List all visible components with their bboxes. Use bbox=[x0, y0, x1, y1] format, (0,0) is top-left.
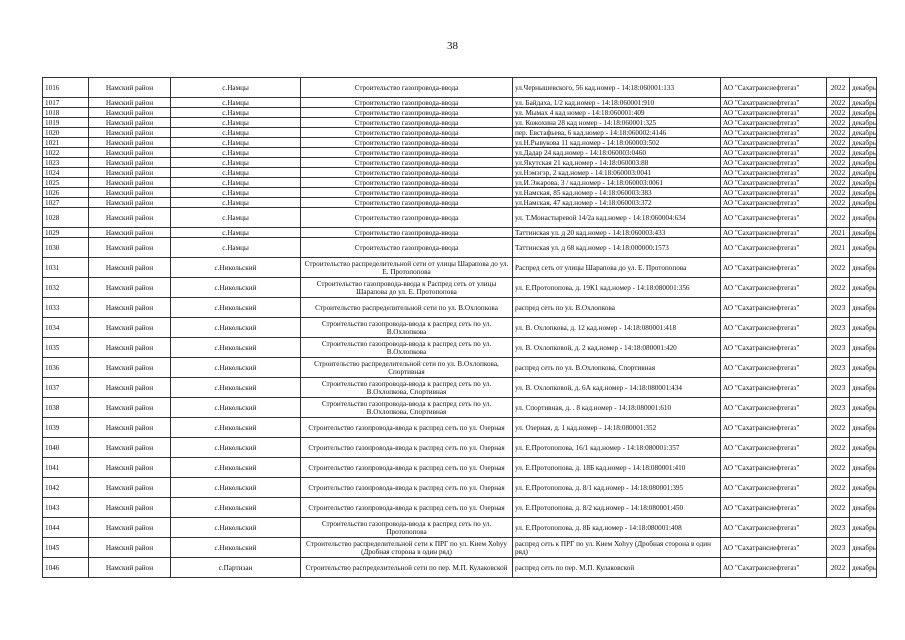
cell-record-number: 1028 bbox=[43, 208, 89, 228]
cell-organization: АО "Сахатранснефтегаз" bbox=[721, 398, 827, 418]
cell-locality: с.Намцы bbox=[171, 128, 301, 138]
cell-month: декабрь bbox=[850, 128, 877, 138]
cell-record-number: 1025 bbox=[43, 178, 89, 188]
cell-organization: АО "Сахатранснефтегаз" bbox=[721, 158, 827, 168]
cell-record-number: 1023 bbox=[43, 158, 89, 168]
cell-address: ул. В. Охлопковой, д. 2 кад.номер - 14:18:080001:420 bbox=[513, 338, 721, 358]
cell-year: 2022 bbox=[827, 108, 850, 118]
cell-record-number: 1032 bbox=[43, 278, 89, 298]
cell-organization: АО "Сахатранснефтегаз" bbox=[721, 98, 827, 108]
cell-year: 2022 bbox=[827, 98, 850, 108]
cell-month: декабрь bbox=[850, 438, 877, 458]
cell-record-number: 1036 bbox=[43, 358, 89, 378]
cell-address: ул. Озерная, д. 1 кад.номер - 14:18:080001:352 bbox=[513, 418, 721, 438]
cell-district: Намский район bbox=[89, 138, 171, 148]
cell-month: декабрь bbox=[850, 148, 877, 158]
cell-year: 2022 bbox=[827, 158, 850, 168]
table-row bbox=[43, 148, 877, 158]
cell-address: Таттинская ул. д 20 кад.номер - 14:18:060003:433 bbox=[513, 228, 721, 238]
cell-work-description: Строительство газопровода-ввода bbox=[301, 208, 513, 228]
cell-address: ул.Намская, 85 кад.номер - 14:18:060003:383 bbox=[513, 188, 721, 198]
cell-record-number: 1021 bbox=[43, 138, 89, 148]
cell-month: декабрь bbox=[850, 278, 877, 298]
cell-organization: АО "Сахатранснефтегаз" bbox=[721, 128, 827, 138]
gas-pipeline-registry-table bbox=[42, 77, 877, 578]
table-row bbox=[43, 78, 877, 98]
cell-organization: АО "Сахатранснефтегаз" bbox=[721, 148, 827, 158]
table-row bbox=[43, 478, 877, 498]
table-row bbox=[43, 318, 877, 338]
cell-record-number: 1017 bbox=[43, 98, 89, 108]
cell-district: Намский район bbox=[89, 278, 171, 298]
cell-month: декабрь bbox=[850, 378, 877, 398]
cell-month: декабрь bbox=[850, 558, 877, 578]
cell-year: 2023 bbox=[827, 398, 850, 418]
cell-month: декабрь bbox=[850, 208, 877, 228]
cell-locality: с.Намцы bbox=[171, 78, 301, 98]
cell-year: 2023 bbox=[827, 338, 850, 358]
table-row bbox=[43, 298, 877, 318]
cell-address: ул.Дадар 24 кад.номер - 14:18:060003:0460 bbox=[513, 148, 721, 158]
cell-address: ул. Е.Протопопова, д. 18Б кад.номер - 14:18:080001:410 bbox=[513, 458, 721, 478]
cell-year: 2023 bbox=[827, 378, 850, 398]
cell-work-description: Строительство газопровода-ввода к распред сеть по ул. Озерная bbox=[301, 458, 513, 478]
cell-work-description: Строительство газопровода-ввода к распред сеть по ул. Протопопова bbox=[301, 518, 513, 538]
cell-month: декабрь bbox=[850, 258, 877, 278]
cell-locality: с.Никольский bbox=[171, 338, 301, 358]
cell-locality: с.Намцы bbox=[171, 238, 301, 258]
cell-work-description: Строительство газопровода-ввода bbox=[301, 168, 513, 178]
cell-locality: с.Никольский bbox=[171, 278, 301, 298]
cell-address: ул. Е.Протопопова, д. 19К1 кад.номер - 14:18:080001:356 bbox=[513, 278, 721, 298]
cell-district: Намский район bbox=[89, 128, 171, 138]
cell-district: Намский район bbox=[89, 208, 171, 228]
cell-district: Намский район bbox=[89, 118, 171, 128]
cell-record-number: 1027 bbox=[43, 198, 89, 208]
cell-address: ул. Е.Протопопова, д. 8Б кад.номер - 14:18:080001:408 bbox=[513, 518, 721, 538]
cell-month: декабрь bbox=[850, 158, 877, 168]
cell-year: 2022 bbox=[827, 438, 850, 458]
cell-year: 2022 bbox=[827, 198, 850, 208]
cell-district: Намский район bbox=[89, 168, 171, 178]
cell-district: Намский район bbox=[89, 148, 171, 158]
cell-organization: АО "Сахатранснефтегаз" bbox=[721, 438, 827, 458]
cell-work-description: Строительство газопровода-ввода bbox=[301, 158, 513, 168]
cell-organization: АО "Сахатранснефтегаз" bbox=[721, 478, 827, 498]
cell-month: декабрь bbox=[850, 78, 877, 98]
cell-work-description: Строительство газопровода-ввода bbox=[301, 228, 513, 238]
cell-year: 2022 bbox=[827, 118, 850, 128]
cell-year: 2023 bbox=[827, 358, 850, 378]
cell-work-description: Строительство газопровода-ввода к Распред сеть от улицы Шарапова до ул. Е. Протопопова bbox=[301, 278, 513, 298]
cell-month: декабрь bbox=[850, 298, 877, 318]
cell-organization: АО "Сахатранснефтегаз" bbox=[721, 78, 827, 98]
cell-district: Намский район bbox=[89, 238, 171, 258]
cell-year: 2022 bbox=[827, 458, 850, 478]
cell-district: Намский район bbox=[89, 188, 171, 198]
cell-address: ул. Мымах 4 кад номер - 14:18:060001:409 bbox=[513, 108, 721, 118]
page-number: 38 bbox=[447, 40, 458, 52]
cell-locality: с.Никольский bbox=[171, 438, 301, 458]
cell-district: Намский район bbox=[89, 518, 171, 538]
table-row bbox=[43, 458, 877, 478]
cell-address: ул. Е.Протопопова, д. 8/2 кад.номер - 14:18:080001:450 bbox=[513, 498, 721, 518]
cell-record-number: 1020 bbox=[43, 128, 89, 138]
cell-district: Намский район bbox=[89, 198, 171, 208]
table-row bbox=[43, 538, 877, 558]
cell-record-number: 1038 bbox=[43, 398, 89, 418]
cell-district: Намский район bbox=[89, 438, 171, 458]
cell-organization: АО "Сахатранснефтегаз" bbox=[721, 338, 827, 358]
cell-year: 2023 bbox=[827, 318, 850, 338]
cell-work-description: Строительство газопровода-ввода к распред сеть по ул. В.Охлопкова bbox=[301, 338, 513, 358]
table-row bbox=[43, 398, 877, 418]
cell-address: ул.Чернышевского, 56 кад.номер - 14:18:060001:133 bbox=[513, 78, 721, 98]
cell-record-number: 1043 bbox=[43, 498, 89, 518]
cell-organization: АО "Сахатранснефтегаз" bbox=[721, 498, 827, 518]
table-row bbox=[43, 258, 877, 278]
cell-district: Намский район bbox=[89, 178, 171, 188]
cell-organization: АО "Сахатранснефтегаз" bbox=[721, 378, 827, 398]
cell-work-description: Строительство газопровода-ввода bbox=[301, 128, 513, 138]
cell-month: декабрь bbox=[850, 518, 877, 538]
cell-organization: АО "Сахатранснефтегаз" bbox=[721, 228, 827, 238]
cell-work-description: Строительство газопровода-ввода к распред сеть по ул. В.Охлопкова bbox=[301, 318, 513, 338]
cell-record-number: 1016 bbox=[43, 78, 89, 98]
cell-month: декабрь bbox=[850, 138, 877, 148]
cell-district: Намский район bbox=[89, 98, 171, 108]
cell-month: декабрь bbox=[850, 98, 877, 108]
cell-locality: с.Намцы bbox=[171, 178, 301, 188]
cell-month: декабрь bbox=[850, 238, 877, 258]
cell-district: Намский район bbox=[89, 478, 171, 498]
cell-work-description: Строительство газопровода-ввода к распред сеть по ул. В.Охлопкова, Спортивная bbox=[301, 378, 513, 398]
cell-locality: с.Намцы bbox=[171, 118, 301, 128]
cell-month: декабрь bbox=[850, 498, 877, 518]
cell-year: 2022 bbox=[827, 188, 850, 198]
cell-locality: с.Никольский bbox=[171, 398, 301, 418]
cell-month: декабрь bbox=[850, 198, 877, 208]
cell-year: 2022 bbox=[827, 128, 850, 138]
cell-record-number: 1041 bbox=[43, 458, 89, 478]
cell-record-number: 1031 bbox=[43, 258, 89, 278]
cell-address: ул. Кожохина 28 кад номер - 14:18:060001:325 bbox=[513, 118, 721, 128]
cell-organization: АО "Сахатранснефтегаз" bbox=[721, 538, 827, 558]
cell-month: декабрь bbox=[850, 538, 877, 558]
cell-year: 2022 bbox=[827, 418, 850, 438]
cell-month: декабрь bbox=[850, 228, 877, 238]
cell-organization: АО "Сахатранснефтегаз" bbox=[721, 168, 827, 178]
table-row bbox=[43, 138, 877, 148]
cell-year: 2022 bbox=[827, 278, 850, 298]
table-row bbox=[43, 168, 877, 178]
cell-work-description: Строительство газопровода-ввода bbox=[301, 238, 513, 258]
table-row bbox=[43, 98, 877, 108]
cell-work-description: Строительство газопровода-ввода bbox=[301, 98, 513, 108]
cell-month: декабрь bbox=[850, 178, 877, 188]
cell-month: декабрь bbox=[850, 318, 877, 338]
cell-work-description: Строительство газопровода-ввода bbox=[301, 148, 513, 158]
cell-work-description: Строительство газопровода-ввода к распред сеть по ул. Озерная bbox=[301, 438, 513, 458]
cell-address: распред сеть по ул. В.Охлопкова bbox=[513, 298, 721, 318]
cell-work-description: Строительство газопровода-ввода bbox=[301, 138, 513, 148]
cell-work-description: Строительство газопровода-ввода к распред сеть по ул. Озерная bbox=[301, 498, 513, 518]
cell-locality: с.Партизан bbox=[171, 558, 301, 578]
cell-record-number: 1040 bbox=[43, 438, 89, 458]
table-row bbox=[43, 118, 877, 128]
cell-district: Намский район bbox=[89, 398, 171, 418]
cell-address: распред сеть по пер. М.П. Кулаковской bbox=[513, 558, 721, 578]
cell-organization: АО "Сахатранснефтегаз" bbox=[721, 298, 827, 318]
cell-month: декабрь bbox=[850, 358, 877, 378]
cell-locality: с.Никольский bbox=[171, 498, 301, 518]
cell-organization: АО "Сахатранснефтегаз" bbox=[721, 518, 827, 538]
cell-work-description: Строительство распределительной сети по ул. В.Охлопкова, Спортивная bbox=[301, 358, 513, 378]
cell-month: декабрь bbox=[850, 418, 877, 438]
cell-address: распред сеть по ул. В.Охлопкова, Спортивная bbox=[513, 358, 721, 378]
cell-district: Намский район bbox=[89, 258, 171, 278]
cell-address: ул. В. Охлопковой, д. 6А кад.номер - 14:18:080001:434 bbox=[513, 378, 721, 398]
cell-organization: АО "Сахатранснефтегаз" bbox=[721, 188, 827, 198]
table-row bbox=[43, 338, 877, 358]
cell-year: 2022 bbox=[827, 148, 850, 158]
cell-address: ул. Спортивная, д. . 8 кад.номер - 14:18:080001:610 bbox=[513, 398, 721, 418]
cell-organization: АО "Сахатранснефтегаз" bbox=[721, 278, 827, 298]
cell-organization: АО "Сахатранснефтегаз" bbox=[721, 178, 827, 188]
cell-district: Намский район bbox=[89, 358, 171, 378]
cell-locality: с.Никольский bbox=[171, 378, 301, 398]
cell-year: 2021 bbox=[827, 228, 850, 238]
table-row bbox=[43, 378, 877, 398]
cell-year: 2021 bbox=[827, 238, 850, 258]
cell-month: декабрь bbox=[850, 398, 877, 418]
cell-month: декабрь bbox=[850, 188, 877, 198]
cell-organization: АО "Сахатранснефтегаз" bbox=[721, 198, 827, 208]
cell-record-number: 1024 bbox=[43, 168, 89, 178]
table-row bbox=[43, 558, 877, 578]
cell-work-description: Строительство распределительной сети по пер. М.П. Кулаковской bbox=[301, 558, 513, 578]
cell-locality: с.Никольский bbox=[171, 418, 301, 438]
cell-address: Распред сеть от улицы Шарапова до ул. Е. Протопопова bbox=[513, 258, 721, 278]
cell-district: Намский район bbox=[89, 558, 171, 578]
cell-organization: АО "Сахатранснефтегаз" bbox=[721, 208, 827, 228]
cell-work-description: Строительство газопровода-ввода bbox=[301, 108, 513, 118]
cell-month: декабрь bbox=[850, 118, 877, 128]
cell-locality: с.Никольский bbox=[171, 318, 301, 338]
cell-work-description: Строительство газопровода-ввода к распред сеть по ул. В.Охлопкова, Спортивная bbox=[301, 398, 513, 418]
cell-district: Намский район bbox=[89, 108, 171, 118]
cell-year: 2022 bbox=[827, 478, 850, 498]
cell-work-description: Строительство газопровода-ввода bbox=[301, 188, 513, 198]
cell-district: Намский район bbox=[89, 338, 171, 358]
table-row bbox=[43, 238, 877, 258]
cell-locality: с.Намцы bbox=[171, 168, 301, 178]
cell-month: декабрь bbox=[850, 338, 877, 358]
cell-address: пер. Евстафьева, 6 кад.номер - 14:18:060002:4146 bbox=[513, 128, 721, 138]
cell-work-description: Строительство распределительной сети к ПРГ по ул. Кием Хоhуу (Дробная сторона в один ряд) bbox=[301, 538, 513, 558]
cell-district: Намский район bbox=[89, 78, 171, 98]
cell-record-number: 1034 bbox=[43, 318, 89, 338]
cell-district: Намский район bbox=[89, 418, 171, 438]
cell-district: Намский район bbox=[89, 158, 171, 168]
cell-locality: с.Никольский bbox=[171, 298, 301, 318]
cell-address: ул.И.Эжарова, 3 / кад.номер - 14:18:060003:0061 bbox=[513, 178, 721, 188]
cell-district: Намский район bbox=[89, 318, 171, 338]
cell-address: ул.Намская, 47 кад.номер - 14:18:060003:372 bbox=[513, 198, 721, 208]
cell-record-number: 1035 bbox=[43, 338, 89, 358]
cell-organization: АО "Сахатранснефтегаз" bbox=[721, 118, 827, 128]
cell-organization: АО "Сахатранснефтегаз" bbox=[721, 238, 827, 258]
cell-locality: с.Намцы bbox=[171, 158, 301, 168]
cell-record-number: 1030 bbox=[43, 238, 89, 258]
cell-record-number: 1039 bbox=[43, 418, 89, 438]
cell-district: Намский район bbox=[89, 498, 171, 518]
cell-locality: с.Никольский bbox=[171, 538, 301, 558]
cell-record-number: 1042 bbox=[43, 478, 89, 498]
cell-record-number: 1022 bbox=[43, 148, 89, 158]
table-row bbox=[43, 128, 877, 138]
cell-organization: АО "Сахатранснефтегаз" bbox=[721, 138, 827, 148]
cell-locality: с.Никольский bbox=[171, 358, 301, 378]
cell-record-number: 1018 bbox=[43, 108, 89, 118]
cell-work-description: Строительство газопровода-ввода bbox=[301, 118, 513, 128]
cell-record-number: 1045 bbox=[43, 538, 89, 558]
cell-month: декабрь bbox=[850, 168, 877, 178]
cell-work-description: Строительство газопровода-ввода bbox=[301, 78, 513, 98]
cell-locality: с.Никольский bbox=[171, 518, 301, 538]
table-row bbox=[43, 498, 877, 518]
cell-year: 2023 bbox=[827, 538, 850, 558]
table-row bbox=[43, 418, 877, 438]
cell-address: ул. Байдаха, 1/2 кад.номер - 14:18:060001:910 bbox=[513, 98, 721, 108]
cell-district: Намский район bbox=[89, 378, 171, 398]
cell-record-number: 1033 bbox=[43, 298, 89, 318]
registry-body bbox=[43, 78, 877, 578]
cell-address: ул.Н.Рывукова 11 кад.номер - 14:18:060003:502 bbox=[513, 138, 721, 148]
cell-address: распред сеть к ПРГ по ул. Кием Хоhуу (Дробная сторона в один ряд) bbox=[513, 538, 721, 558]
table-row bbox=[43, 178, 877, 188]
cell-locality: с.Намцы bbox=[171, 98, 301, 108]
table-row bbox=[43, 358, 877, 378]
cell-organization: АО "Сахатранснефтегаз" bbox=[721, 418, 827, 438]
cell-address: ул. Е.Протопопова, д. 8/1 кад.номер - 14:18:080001:395 bbox=[513, 478, 721, 498]
table-row bbox=[43, 198, 877, 208]
cell-year: 2022 bbox=[827, 168, 850, 178]
cell-organization: АО "Сахатранснефтегаз" bbox=[721, 318, 827, 338]
table-row bbox=[43, 208, 877, 228]
cell-record-number: 1044 bbox=[43, 518, 89, 538]
cell-address: ул. В. Охлопкова, д. 12 кад.номер - 14:18:080001:418 bbox=[513, 318, 721, 338]
cell-record-number: 1037 bbox=[43, 378, 89, 398]
cell-locality: с.Намцы bbox=[171, 138, 301, 148]
cell-locality: с.Никольский bbox=[171, 458, 301, 478]
cell-year: 2023 bbox=[827, 518, 850, 538]
cell-month: декабрь bbox=[850, 478, 877, 498]
table-row bbox=[43, 188, 877, 198]
cell-locality: с.Намцы bbox=[171, 208, 301, 228]
cell-month: декабрь bbox=[850, 458, 877, 478]
cell-address: ул. Е.Протопопова, 16/1 кад.номер - 14:18:080001:357 bbox=[513, 438, 721, 458]
cell-address: ул. Т.Монастыревой 14/2а кад.номер - 14:18:060004:634 bbox=[513, 208, 721, 228]
cell-district: Намский район bbox=[89, 298, 171, 318]
cell-year: 2022 bbox=[827, 138, 850, 148]
cell-year: 2023 bbox=[827, 298, 850, 318]
cell-record-number: 1029 bbox=[43, 228, 89, 238]
cell-record-number: 1046 bbox=[43, 558, 89, 578]
cell-work-description: Строительство газопровода-ввода к распред сеть по ул. Озерная bbox=[301, 478, 513, 498]
cell-locality: с.Намцы bbox=[171, 108, 301, 118]
table-row bbox=[43, 158, 877, 168]
table-row bbox=[43, 228, 877, 238]
cell-organization: АО "Сахатранснефтегаз" bbox=[721, 558, 827, 578]
cell-year: 2022 bbox=[827, 258, 850, 278]
table-row bbox=[43, 438, 877, 458]
cell-work-description: Строительство распределительной сети от улицы Шарапова до ул. Е. Протопопова bbox=[301, 258, 513, 278]
cell-work-description: Строительство газопровода-ввода к распред сеть по ул. Озерная bbox=[301, 418, 513, 438]
cell-address: ул.Нэмэгэр, 2 кад.номер - 14:18:060003:0041 bbox=[513, 168, 721, 178]
cell-address: Таттинская ул. д 68 кад.номер - 14:18:000000:1573 bbox=[513, 238, 721, 258]
cell-locality: с.Намцы bbox=[171, 228, 301, 238]
cell-district: Намский район bbox=[89, 538, 171, 558]
cell-locality: с.Намцы bbox=[171, 198, 301, 208]
cell-year: 2022 bbox=[827, 208, 850, 228]
cell-record-number: 1026 bbox=[43, 188, 89, 198]
cell-organization: АО "Сахатранснефтегаз" bbox=[721, 458, 827, 478]
cell-organization: АО "Сахатранснефтегаз" bbox=[721, 108, 827, 118]
cell-record-number: 1019 bbox=[43, 118, 89, 128]
cell-locality: с.Намцы bbox=[171, 188, 301, 198]
cell-district: Намский район bbox=[89, 228, 171, 238]
cell-year: 2022 bbox=[827, 558, 850, 578]
cell-year: 2022 bbox=[827, 498, 850, 518]
cell-district: Намский район bbox=[89, 458, 171, 478]
cell-locality: с.Никольский bbox=[171, 478, 301, 498]
table-row bbox=[43, 518, 877, 538]
cell-work-description: Строительство газопровода-ввода bbox=[301, 178, 513, 188]
cell-organization: АО "Сахатранснефтегаз" bbox=[721, 358, 827, 378]
cell-year: 2022 bbox=[827, 178, 850, 188]
cell-locality: с.Никольский bbox=[171, 258, 301, 278]
cell-work-description: Строительство газопровода-ввода bbox=[301, 198, 513, 208]
cell-address: ул.Якутская 21 кад.номер - 14:18:060003:88 bbox=[513, 158, 721, 168]
cell-year: 2022 bbox=[827, 78, 850, 98]
table-row bbox=[43, 108, 877, 118]
cell-locality: с.Намцы bbox=[171, 148, 301, 158]
cell-work-description: Строительство распределительной сети по ул. В.Охлопкова bbox=[301, 298, 513, 318]
table-row bbox=[43, 278, 877, 298]
cell-organization: АО "Сахатранснефтегаз" bbox=[721, 258, 827, 278]
cell-month: декабрь bbox=[850, 108, 877, 118]
